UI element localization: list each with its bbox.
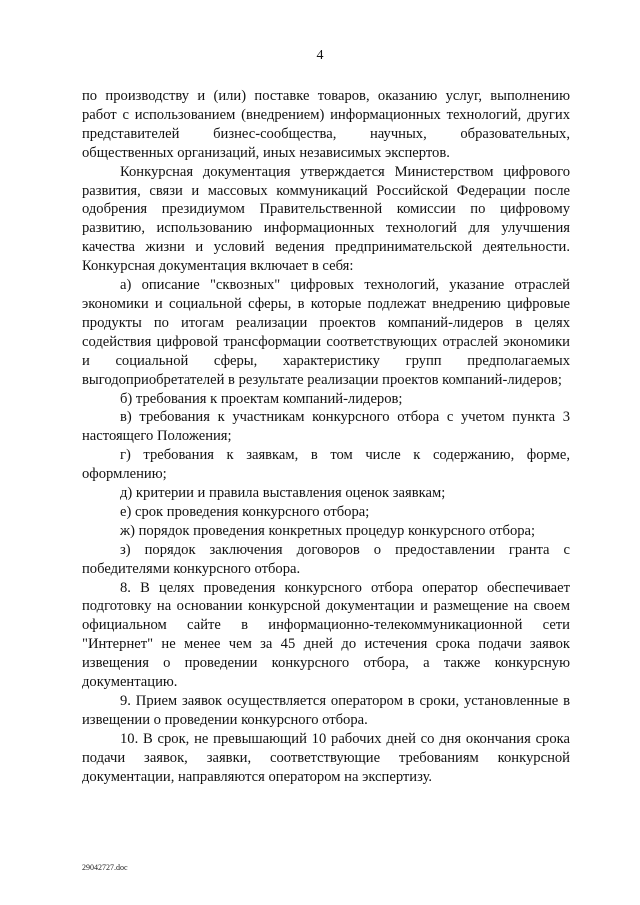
list-item: г) требования к заявкам, в том числе к содержанию, форме, оформлению;: [82, 447, 570, 483]
list-item: д) критерии и правила выставления оценок заявкам;: [120, 485, 446, 502]
list-item: в) требования к участникам конкурсного отбора с учетом пункта 3 настоящего Положения;: [82, 409, 570, 445]
paragraph: по производству и (или) поставке товаров, оказанию услуг, выполнению работ с использованием (внедрением) информационных технологий, других представителей бизнес-сообщества, научных, образовательных, общественных организаций, иных независимых экспертов.: [82, 88, 570, 161]
page-number: 4: [316, 48, 324, 63]
paragraph: Конкурсная документация утверждается Министерством цифрового развития, связи и массовых коммуникаций Российской Федерации после одобрения президиумом Правительственной комиссии по цифровому развитию, использованию информационных технологий для улучшения качества жизни и условий ведения предпринимательской деятельности. Конкурсная документация включает в себя:: [82, 163, 570, 275]
list-item: з) порядок заключения договоров о предоставлении гранта с победителями конкурсного отбора.: [82, 541, 570, 577]
document-body: [82, 87, 570, 787]
list-item: ж) порядок проведения конкретных процедур конкурсного отбора;: [120, 522, 536, 539]
list-item: а) описание "сквозных" цифровых технологий, указание отраслей экономики и социальной сферы, в которые подлежат внедрению цифровые продукты по итогам реализации проектов компаний-лидеров в целях содействия цифровой трансформации соответствующих отраслей экономики и социальной сферы, характеристику групп предполагаемых выгодоприобретателей в результате реализации проектов компаний-лидеров;: [82, 277, 570, 388]
paragraph: 9. Прием заявок осуществляется оператором в сроки, установленные в извещении о проведении конкурсного отбора.: [82, 693, 570, 728]
document-file-code: 29042727.doc: [82, 863, 128, 872]
list-item: е) срок проведения конкурсного отбора;: [120, 503, 370, 520]
paragraph: 8. В целях проведения конкурсного отбора оператор обеспечивает подготовку на основании конкурсной документации и размещение на своем официальном сайте в информационно-телекоммуникационной сети "Интернет" не менее чем за 45 дней до истечения срока подачи заявок извещения о проведении конкурсного отбора, а также конкурсную документацию.: [82, 579, 570, 691]
paragraph: 10. В срок, не превышающий 10 рабочих дней со дня окончания срока подачи заявок, заявки, соответствующие требованиям конкурсной документации, направляются оператором на экспертизу.: [82, 730, 570, 785]
list-item: б) требования к проектам компаний-лидеров;: [120, 390, 403, 407]
